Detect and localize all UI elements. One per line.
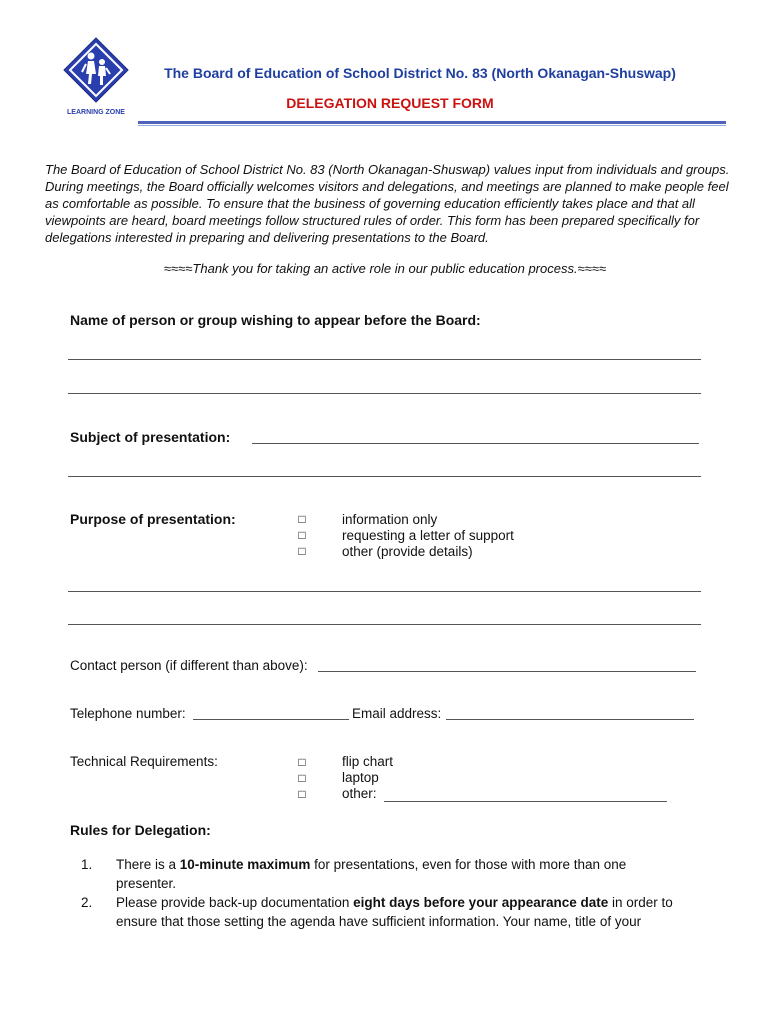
tech-option-flipchart: flip chart [342, 754, 394, 769]
purpose-option-other: other (provide details) [342, 544, 473, 559]
learning-zone-logo [62, 36, 130, 118]
purpose-option-support: requesting a letter of support [342, 528, 514, 543]
rule-1-number: 1. [81, 857, 93, 872]
header-divider-secondary [138, 125, 726, 126]
logo-text: LEARNING ZONE [67, 109, 125, 116]
form-title: DELEGATION REQUEST FORM [286, 95, 494, 111]
rules-heading: Rules for Delegation: [70, 822, 211, 838]
purpose-details-line-1[interactable] [68, 591, 701, 592]
subject-label: Subject of presentation: [70, 429, 231, 445]
telephone-label: Telephone number: [70, 706, 186, 721]
rule-1-text: There is a 10-minute maximum for presentations, even for those with more than one presenter. [116, 857, 627, 891]
name-label: Name of person or group wishing to appear before the Board: [70, 312, 481, 328]
tech-other-field-line[interactable] [384, 801, 667, 802]
contact-field-line[interactable] [318, 671, 696, 672]
rule-1-emphasis: 10-minute maximum [179, 857, 311, 872]
tech-flipchart-checkbox[interactable]: □ [298, 755, 306, 769]
purpose-other-checkbox[interactable]: □ [298, 544, 306, 558]
subject-field-line-2[interactable] [68, 476, 701, 477]
email-field-line[interactable] [446, 719, 694, 720]
tech-label: Technical Requirements: [70, 754, 218, 769]
rule-2-number: 2. [81, 895, 93, 910]
header-divider [138, 121, 726, 124]
rule-2-emphasis: eight days before your appearance date [353, 895, 609, 910]
purpose-support-checkbox[interactable]: □ [298, 528, 306, 542]
rule-2-text: Please provide back-up documentation eight days before your appearance date in order to ensure that those setting the agenda have sufficient information. Your name, title of your [116, 895, 673, 929]
thank-you-note: ≈≈≈≈Thank you for taking an active role in our public education process.≈≈≈≈ [163, 261, 607, 276]
contact-label: Contact person (if different than above): [70, 658, 308, 673]
tech-other-checkbox[interactable]: □ [298, 787, 306, 801]
name-field-line-1[interactable] [68, 359, 701, 360]
subject-field-line-1[interactable] [252, 443, 699, 444]
telephone-field-line[interactable] [193, 719, 349, 720]
tech-option-laptop: laptop [342, 770, 379, 785]
purpose-information-checkbox[interactable]: □ [298, 512, 306, 526]
purpose-option-information: information only [342, 512, 438, 527]
intro-paragraph: The Board of Education of School District No. 83 (North Okanagan-Shuswap) values input from individuals and groups. During meetings, the Board officially welcomes visitors and delegations, and meetings are planned to make people feel as comfortable as possible. To ensure that the business of governing education efficiently takes place and that all viewpoints are heard, board meetings follow structured rules of order. This form has been prepared specifically for delegations interested in preparing and delivering presentations to the Board. [45, 162, 730, 245]
purpose-label: Purpose of presentation: [70, 511, 236, 527]
document-title: The Board of Education of School District No. 83 (North Okanagan-Shuswap) [164, 65, 676, 81]
email-label: Email address: [352, 706, 442, 721]
tech-laptop-checkbox[interactable]: □ [298, 771, 306, 785]
tech-option-other: other: [342, 786, 377, 801]
name-field-line-2[interactable] [68, 393, 701, 394]
purpose-details-line-2[interactable] [68, 624, 701, 625]
